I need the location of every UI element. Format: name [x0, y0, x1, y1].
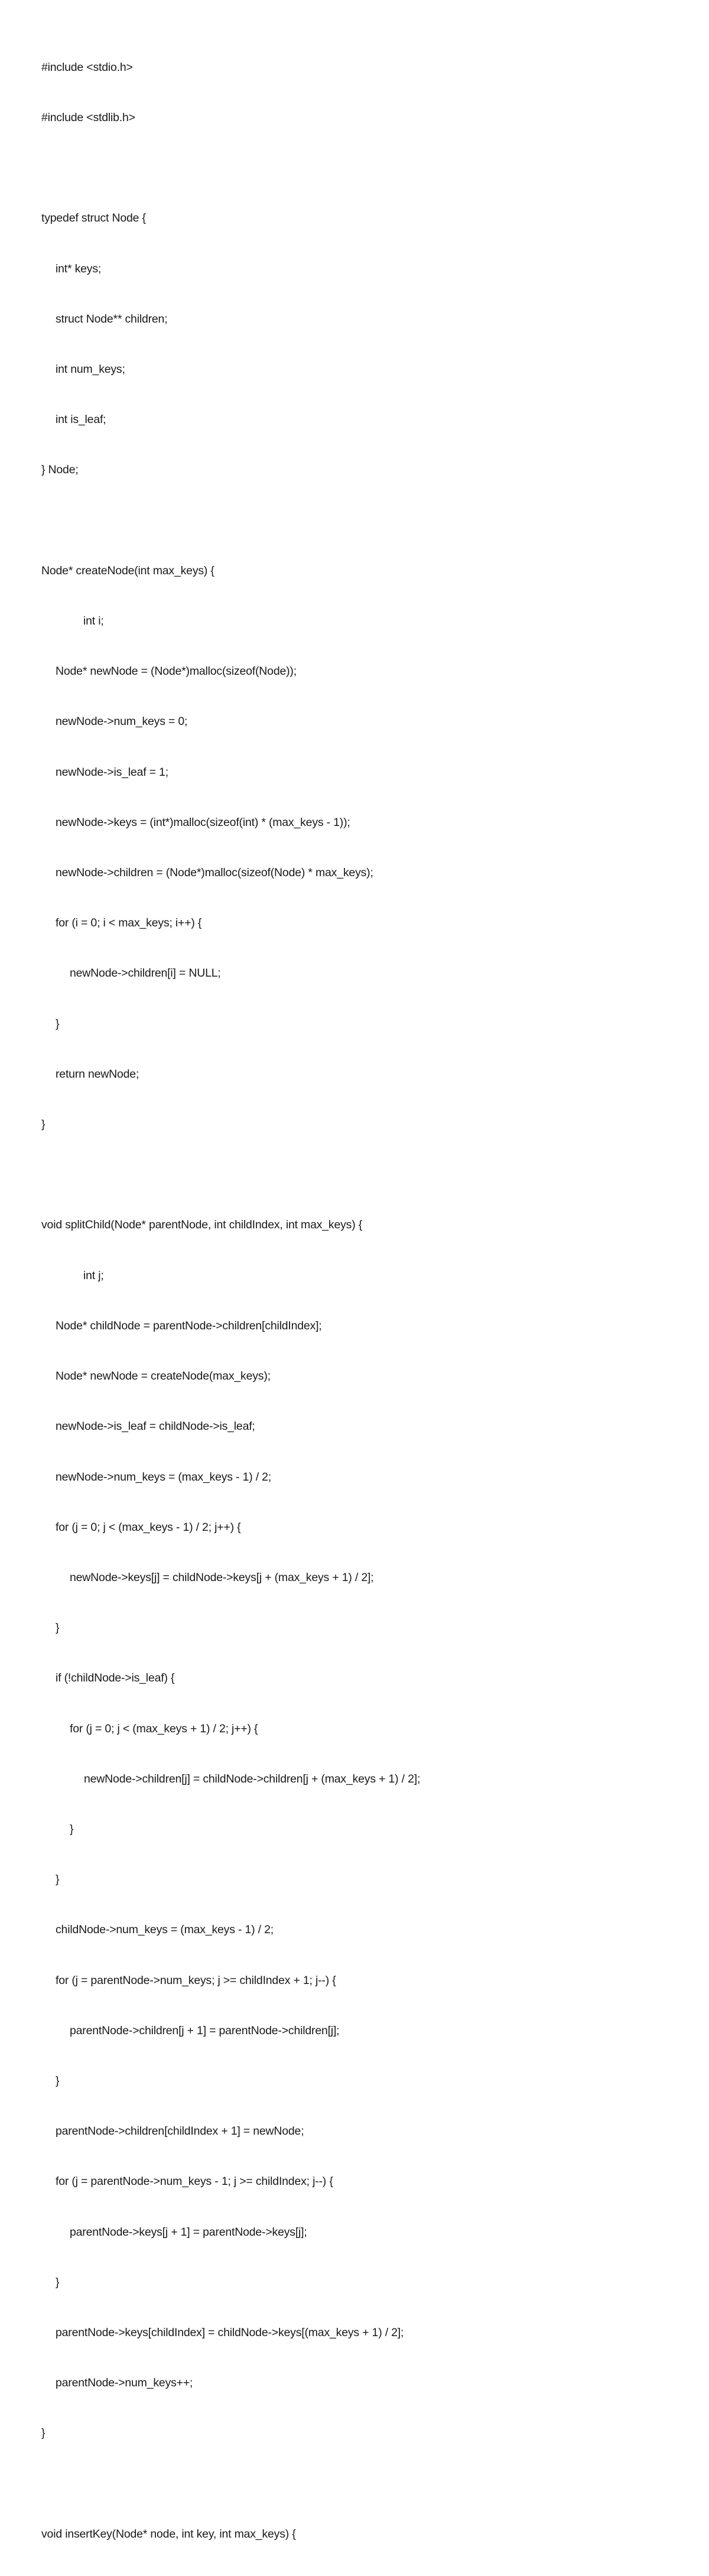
code-listing: [41, 25, 420, 2576]
code-line: newNode->children[j] = childNode->children[j + (max_keys + 1) / 2];: [84, 1772, 421, 1785]
code-line: Node* newNode = createNode(max_keys);: [56, 1370, 271, 1383]
code-line: return newNode;: [56, 1067, 139, 1081]
code-line: }: [56, 2074, 60, 2087]
code-line: for (j = parentNode->num_keys; j >= childIndex + 1; j--) {: [56, 1973, 336, 1987]
code-line: }: [56, 1873, 60, 1887]
code-line: Node* childNode = parentNode->children[childIndex];: [56, 1319, 322, 1332]
code-line: parentNode->children[j + 1] = parentNode->children[j];: [70, 2024, 340, 2037]
code-line: newNode->keys[j] = childNode->keys[j + (max_keys + 1) / 2];: [70, 1570, 374, 1584]
code-line: if (!childNode->is_leaf) {: [56, 1671, 175, 1685]
code-line: int num_keys;: [56, 363, 125, 376]
code-line: void splitChild(Node* parentNode, int childIndex, int max_keys) {: [41, 1218, 363, 1232]
code-line: newNode->keys = (int*)malloc(sizeof(int) * (max_keys - 1));: [56, 815, 350, 829]
code-line: }: [41, 2427, 45, 2440]
code-line: newNode->is_leaf = 1;: [56, 765, 168, 779]
code-line: #include <stdio.h>: [41, 60, 133, 74]
code-line: [41, 2476, 420, 2492]
code-line: parentNode->num_keys++;: [56, 2376, 193, 2390]
code-line: for (j = 0; j < (max_keys - 1) / 2; j++) {: [56, 1520, 241, 1534]
code-line: newNode->num_keys = 0;: [56, 715, 188, 728]
code-line: typedef struct Node {: [41, 212, 146, 225]
code-line: int* keys;: [56, 262, 102, 275]
code-line: newNode->is_leaf = childNode->is_leaf;: [56, 1420, 255, 1433]
code-line: Node* newNode = (Node*)malloc(sizeof(Node));: [56, 665, 297, 678]
code-line: [41, 160, 420, 176]
code-line: newNode->children = (Node*)malloc(sizeof(Node) * max_keys);: [56, 866, 373, 880]
code-line: newNode->num_keys = (max_keys - 1) / 2;: [56, 1470, 272, 1484]
code-line: for (i = 0; i < max_keys; i++) {: [56, 916, 202, 930]
code-line: }: [56, 1017, 60, 1030]
code-line: [41, 512, 420, 529]
code-line: [41, 1166, 420, 1183]
code-line: newNode->children[i] = NULL;: [70, 967, 221, 980]
code-line: childNode->num_keys = (max_keys - 1) / 2;: [56, 1923, 274, 1937]
code-line: Node* createNode(int max_keys) {: [41, 564, 214, 577]
code-line: for (j = 0; j < (max_keys + 1) / 2; j++) {: [70, 1722, 258, 1735]
code-line: } Node;: [41, 463, 79, 477]
code-line: #include <stdlib.h>: [41, 111, 135, 125]
code-line: int j;: [83, 1269, 104, 1282]
code-line: }: [56, 2275, 60, 2289]
code-line: parentNode->children[childIndex + 1] = newNode;: [56, 2125, 304, 2138]
code-line: for (j = parentNode->num_keys - 1; j >= childIndex; j--) {: [56, 2175, 333, 2188]
code-line: parentNode->keys[childIndex] = childNode->keys[(max_keys + 1) / 2];: [56, 2325, 404, 2339]
code-line: struct Node** children;: [56, 312, 168, 326]
code-line: int is_leaf;: [56, 413, 106, 427]
code-line: }: [41, 1118, 45, 1131]
code-line: parentNode->keys[j + 1] = parentNode->keys[j];: [70, 2225, 307, 2239]
code-line: }: [70, 1822, 74, 1836]
code-line: int i;: [83, 614, 104, 628]
code-line: }: [56, 1621, 60, 1635]
code-line: void insertKey(Node* node, int key, int max_keys) {: [41, 2527, 296, 2541]
